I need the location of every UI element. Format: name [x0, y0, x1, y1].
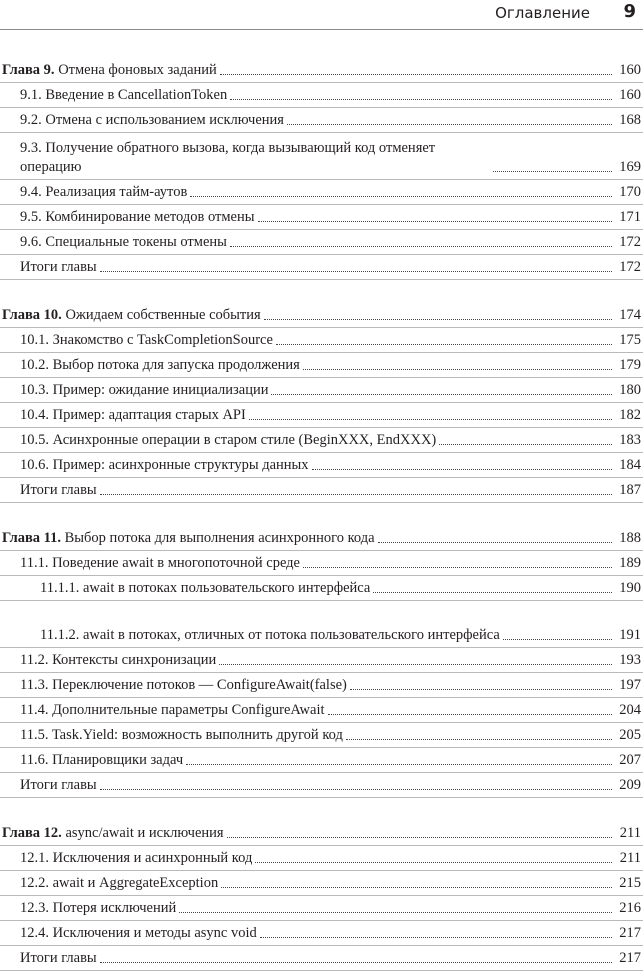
chapter-entry[interactable] — [0, 526, 643, 551]
entry-title: 10.6. Пример: асинхронные структуры данных — [20, 457, 309, 473]
dot-leader — [100, 494, 612, 495]
page-ref: 171 — [619, 209, 641, 225]
entry-title: 10.1. Знакомство с TaskCompletionSource — [20, 332, 273, 348]
page-ref: 204 — [619, 702, 641, 718]
page-ref: 179 — [619, 357, 641, 373]
entry-title: 10.3. Пример: ожидание инициализации — [20, 382, 269, 398]
page-ref: 189 — [619, 555, 641, 571]
chapter-heading — [2, 824, 224, 843]
page-ref: 170 — [619, 184, 641, 200]
section-entry[interactable] — [0, 748, 643, 773]
chapter-number: Глава 12. — [2, 825, 62, 841]
entry-title: 12.3. Потеря исключений — [20, 900, 177, 916]
entry-title: 9.2. Отмена с использованием исключения — [20, 112, 284, 128]
chapter-section — [0, 821, 643, 971]
entry-title: 9.6. Специальные токены отмены — [20, 234, 227, 250]
entry-title: 11.1. Поведение await в многопоточной среде — [20, 555, 300, 571]
chapter-number: Глава 11. — [2, 530, 62, 546]
dot-leader — [186, 764, 612, 765]
dot-leader — [220, 74, 612, 75]
page-ref: 175 — [619, 332, 641, 348]
entry-title: 9.3. Получение обратного вызова, когда вызывающий код отменяет операцию — [20, 140, 436, 175]
entry-title: Итоги главы — [20, 259, 97, 275]
entry-title: 11.1.2. await в потоках, отличных от потока пользовательского интерфейса — [40, 627, 500, 643]
dot-leader — [287, 124, 612, 125]
chapter-entry[interactable] — [0, 821, 643, 846]
dot-leader — [221, 887, 612, 888]
section-entry[interactable] — [0, 205, 643, 230]
page-ref: 172 — [619, 234, 641, 250]
page-ref: 211 — [619, 850, 641, 866]
section-entry[interactable] — [0, 403, 643, 428]
section-entry[interactable] — [0, 576, 643, 601]
chapter-section — [0, 303, 643, 503]
dot-leader — [219, 664, 612, 665]
entry-title: 9.5. Комбинирование методов отмены — [20, 209, 255, 225]
entry-title: 9.4. Реализация тайм-аутов — [20, 184, 188, 200]
entry-title: 10.5. Асинхронные операции в старом стиле (BeginXXX, EndXXX) — [20, 432, 437, 448]
chapter-heading — [2, 61, 217, 80]
section-entry[interactable] — [0, 428, 643, 453]
chapter-section — [0, 58, 643, 280]
dot-leader — [179, 912, 612, 913]
section-entry[interactable] — [0, 871, 643, 896]
dot-leader — [346, 739, 612, 740]
section-entry[interactable] — [0, 83, 643, 108]
dot-leader — [100, 271, 612, 272]
page-ref: 182 — [619, 407, 641, 423]
chapter-number: Глава 10. — [2, 307, 62, 323]
dot-leader — [493, 171, 612, 172]
entry-title: 12.1. Исключения и асинхронный код — [20, 850, 253, 866]
dot-leader — [276, 344, 612, 345]
dot-leader — [271, 394, 612, 395]
section-entry[interactable] — [0, 896, 643, 921]
chapter-title: Отмена фоновых заданий — [58, 62, 217, 78]
entry-title: 11.6. Планировщики задач — [20, 752, 184, 768]
page-ref: 211 — [619, 825, 641, 841]
chapter-entry[interactable] — [0, 58, 643, 83]
chapter-heading — [2, 529, 375, 548]
dot-leader — [249, 419, 612, 420]
dot-leader — [100, 962, 612, 963]
running-head-title: Оглавление — [495, 4, 590, 22]
dot-leader — [190, 196, 612, 197]
dot-leader — [258, 221, 613, 222]
entry-title: Итоги главы — [20, 950, 97, 966]
entry-title: 11.2. Контексты синхронизации — [20, 652, 217, 668]
page-ref: 180 — [619, 382, 641, 398]
page-number: 9 — [623, 1, 636, 22]
entry-title: Итоги главы — [20, 777, 97, 793]
section-entry[interactable] — [0, 230, 643, 255]
page-ref: 174 — [619, 307, 641, 323]
chapter-summary-entry[interactable] — [0, 478, 643, 503]
section-entry[interactable] — [0, 378, 643, 403]
section-entry[interactable] — [0, 133, 643, 180]
chapter-number: Глава 9. — [2, 62, 55, 78]
page-ref: 197 — [619, 677, 641, 693]
dot-leader — [100, 789, 612, 790]
page-ref: 160 — [619, 87, 641, 103]
page-ref: 188 — [619, 530, 641, 546]
section-entry[interactable] — [0, 453, 643, 478]
page-ref: 183 — [619, 432, 641, 448]
entry-title: 11.5. Task.Yield: возможность выполнить другой код — [20, 727, 343, 743]
page-ref: 184 — [619, 457, 641, 473]
entry-title: Итоги главы — [20, 482, 97, 498]
page-ref: 191 — [619, 627, 641, 643]
chapter-title: Ожидаем собственные события — [65, 307, 261, 323]
table-of-contents — [0, 58, 643, 971]
dot-leader — [230, 99, 612, 100]
dot-leader — [503, 639, 612, 640]
dot-leader — [328, 714, 612, 715]
entry-title: 11.3. Переключение потоков — ConfigureAwait(false) — [20, 677, 347, 693]
page-ref: 209 — [619, 777, 641, 793]
chapter-summary-entry[interactable] — [0, 255, 643, 280]
page-ref: 207 — [619, 752, 641, 768]
dot-leader — [260, 937, 612, 938]
chapter-title: async/await и исключения — [65, 825, 224, 841]
section-entry[interactable] — [0, 673, 643, 698]
page-ref: 169 — [619, 159, 641, 175]
section-entry[interactable] — [0, 551, 643, 576]
section-entry[interactable] — [0, 698, 643, 723]
page-ref: 216 — [619, 900, 641, 916]
page-ref: 215 — [619, 875, 641, 891]
dot-leader — [439, 444, 612, 445]
running-head — [0, 0, 643, 28]
dot-leader — [350, 689, 612, 690]
header-rule — [0, 29, 643, 30]
chapter-section — [0, 526, 643, 798]
section-entry[interactable] — [0, 108, 643, 133]
section-entry[interactable] — [0, 328, 643, 353]
dot-leader — [230, 246, 612, 247]
section-entry[interactable] — [0, 601, 643, 648]
section-entry[interactable] — [0, 921, 643, 946]
page-ref: 190 — [619, 580, 641, 596]
section-entry[interactable] — [0, 846, 643, 871]
dot-leader — [373, 592, 612, 593]
page-ref: 205 — [619, 727, 641, 743]
section-entry[interactable] — [0, 353, 643, 378]
chapter-summary-entry[interactable] — [0, 773, 643, 798]
page-ref: 187 — [619, 482, 641, 498]
dot-leader — [303, 567, 612, 568]
dot-leader — [227, 837, 612, 838]
entry-title: 12.4. Исключения и методы async void — [20, 925, 257, 941]
entry-title: 12.2. await и AggregateException — [20, 875, 219, 891]
dot-leader — [303, 369, 612, 370]
chapter-title: Выбор потока для выполнения асинхронного кода — [64, 530, 375, 546]
page-ref: 160 — [619, 62, 641, 78]
page-ref: 168 — [619, 112, 641, 128]
dot-leader — [378, 542, 612, 543]
entry-title: 11.4. Дополнительные параметры ConfigureAwait — [20, 702, 325, 718]
entry-title: 9.1. Введение в CancellationToken — [20, 87, 228, 103]
section-entry[interactable] — [0, 723, 643, 748]
entry-title: 10.2. Выбор потока для запуска продолжения — [20, 357, 300, 373]
chapter-heading — [2, 306, 261, 325]
entry-title: 10.4. Пример: адаптация старых API — [20, 407, 246, 423]
page-ref: 193 — [619, 652, 641, 668]
section-entry[interactable] — [0, 180, 643, 205]
entry-title: 11.1.1. await в потоках пользовательского интерфейса — [40, 580, 371, 596]
dot-leader — [255, 862, 612, 863]
section-entry[interactable] — [0, 648, 643, 673]
dot-leader — [264, 319, 612, 320]
dot-leader — [312, 469, 612, 470]
page-ref: 217 — [619, 925, 641, 941]
page-ref: 172 — [619, 259, 641, 275]
chapter-entry[interactable] — [0, 303, 643, 328]
page-ref: 217 — [619, 950, 641, 966]
chapter-summary-entry[interactable] — [0, 946, 643, 971]
